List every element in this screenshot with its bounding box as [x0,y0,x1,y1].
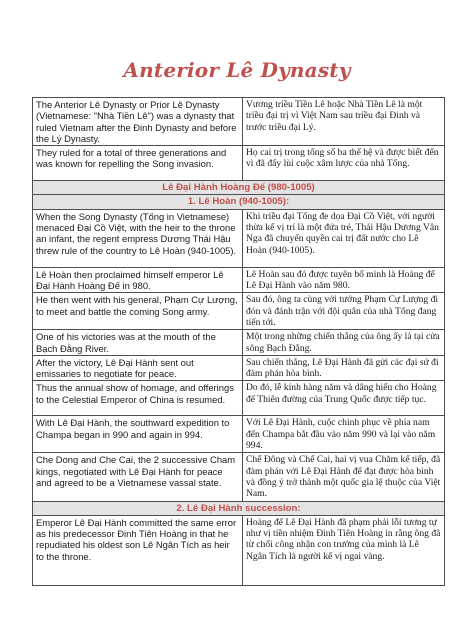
table-row [33,209,445,267]
section-heading-row [33,501,445,515]
english-cell: They ruled for a total of three generations and was known for repelling the Song invasion. [33,146,243,181]
subsection-heading: 1. Lê Hoàn (940-1005): [33,195,445,209]
document-title: Anterior Lê Dynasty [123,58,351,82]
table-row [33,293,445,330]
table-row [33,146,445,181]
table-row [33,330,445,356]
table-row [33,453,445,501]
english-cell: Emperor Lê Đại Hành committed the same error as his predecessor Đinh Tiên Hoàng in that he repudiated his oldest son Lê Ngân Tích as heir to the throne. [33,515,243,585]
vietnamese-cell: Lê Hoàn sau đó được tuyên bố mình là Hoàng đế Lê Đại Hành vào năm 980. [243,267,445,293]
english-cell: Lê Hoàn then proclaimed himself emperor Lê Đại Hành Hoàng Đế in 980. [33,267,243,293]
table-row [33,267,445,293]
section-heading-row [33,181,445,195]
table-row [33,98,445,146]
vietnamese-cell: Khi triều đại Tống đe dọa Đại Cồ Việt, với người thừa kế vị trí là một đứa trẻ, Thái Hậu Dương Vân Nga đã chuyển quyền cai trị đất nước cho Lê Hoàn (940-1005). [243,209,445,267]
bilingual-table [32,97,445,586]
english-cell: Che Dong and Che Cai, the 2 successive Cham kings, negotiated with Lê Đại Hành for peace and agreed to be a Vietnamese vassal state. [33,453,243,501]
vietnamese-cell: Do đó, lễ kính hàng năm và dâng hiến cho Hoàng đế Thiên đường của Trung Quốc được tiếp tục. [243,381,445,416]
vietnamese-cell: Vương triều Tiền Lê hoặc Nhà Tiền Lê là một triều đại trị vì Việt Nam sau triều đại Đinh và trước triều đại Lý. [243,98,445,146]
english-cell: Thus the annual show of homage, and offerings to the Celestial Emperor of China is resumed. [33,381,243,416]
english-cell: After the victory, Lê Đại Hành sent out emissaries to negotiate for peace. [33,355,243,381]
vietnamese-cell: Chế Đông và Chế Cai, hai vị vua Chăm kế tiếp, đã đàm phán với Lê Đại Hành để đạt được hòa bình và đồng ý trở thành một quốc gia lệ thuộc của Việt Nam. [243,453,445,501]
table-row [33,355,445,381]
section-heading: 2. Lê Đại Hành succession: [33,501,445,515]
subsection-heading-row [33,195,445,209]
vietnamese-cell: Sau đó, ông ta cùng với tướng Phạm Cự Lượng đi đón và đánh trận với đội quân của nhà Tống đang tiến tới. [243,293,445,330]
vietnamese-cell: Sau chiến thắng, Lê Đại Hành đã gửi các đại sứ đi đàm phán hòa bình. [243,355,445,381]
english-cell: One of his victories was at the mouth of the Bạch Đằng River. [33,330,243,356]
vietnamese-cell: Với Lê Đại Hành, cuộc chinh phục về phía nam đến Champa bắt đầu vào năm 990 và lại vào năm 994. [243,416,445,453]
english-cell: When the Song Dynasty (Tống in Vietnamese) menaced Đại Cồ Việt, with the heir to the throne an infant, the regent empress Dương Thái Hậu threw rule of the country to Lê Hoàn (940-1005). [33,209,243,267]
english-cell: The Anterior Lê Dynasty or Prior Lê Dynasty (Vietnamese: "Nhà Tiền Lê") was a dynasty that ruled Vietnam after the Đinh Dynasty and before the Lý Dynasty. [33,98,243,146]
english-cell: He then went with his general, Phạm Cự Lượng, to meet and battle the coming Song army. [33,293,243,330]
table-row [33,515,445,585]
english-cell: With Lê Đại Hành, the southward expedition to Champa began in 990 and again in 994. [33,416,243,453]
vietnamese-cell: Hoàng đế Lê Đại Hành đã phạm phải lỗi tương tự như vị tiền nhiệm Đinh Tiên Hoàng in rằng ông đã từ chối công nhận con trưởng của mình là Lê Ngân Tích là người kế vị ngai vàng. [243,515,445,585]
section-heading: Lê Đại Hành Hoàng Đế (980-1005) [33,181,445,195]
table-row [33,381,445,416]
vietnamese-cell: Một trong những chiến thắng của ông ấy là tại cửa sông Bạch Đằng. [243,330,445,356]
table-row [33,416,445,453]
vietnamese-cell: Họ cai trị trong tổng số ba thế hệ và được biết đến vì đã đẩy lùi cuộc xâm lược của nhà Tống. [243,146,445,181]
